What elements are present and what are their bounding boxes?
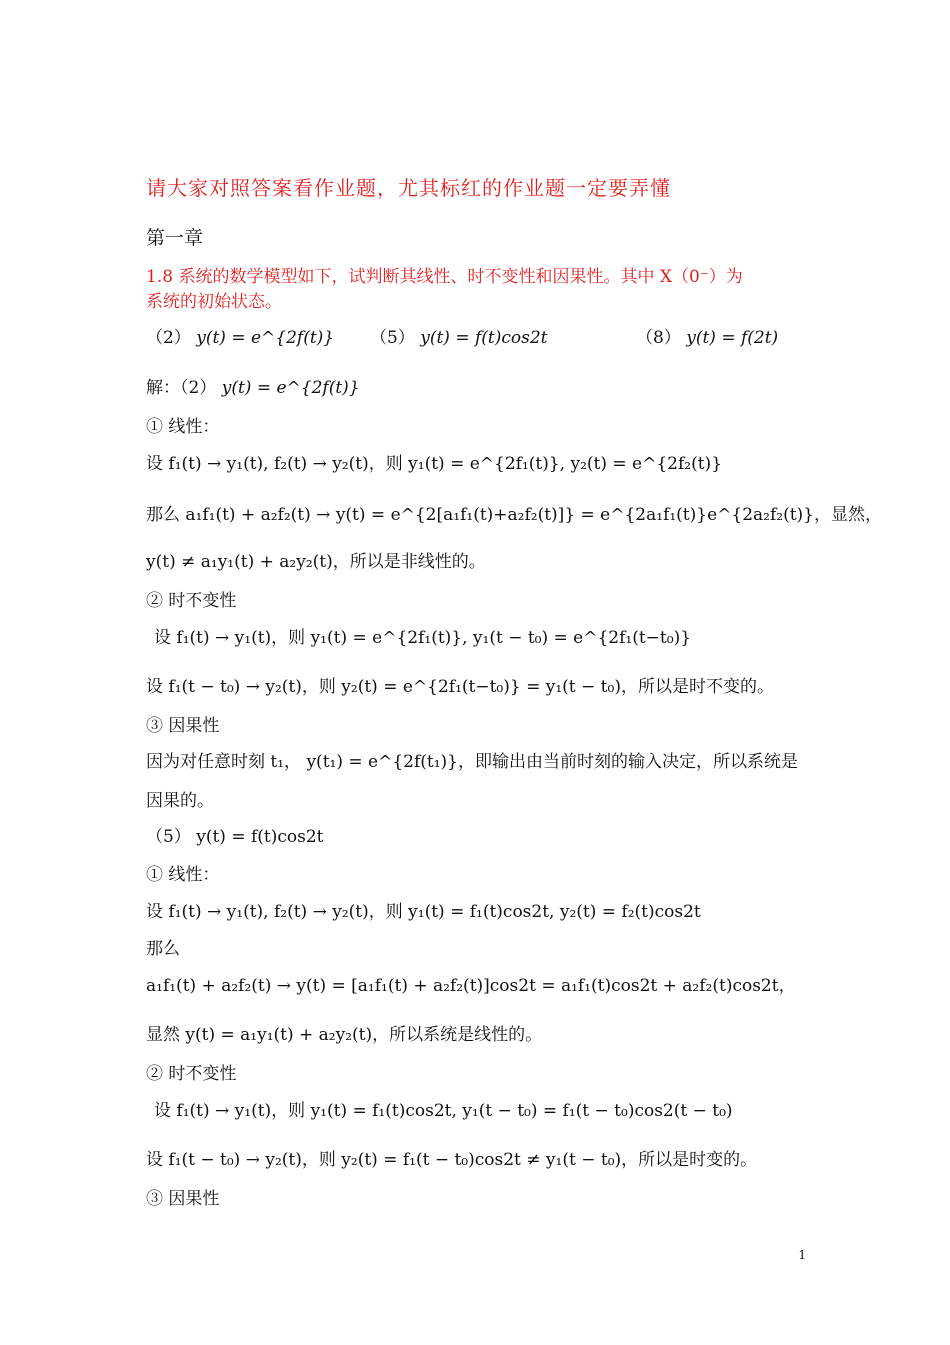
p2-ti-line1: 设 f₁(t) → y₁(t)，则 y₁(t) = e^{2f₁(t)}, y₁(t − t₀) = e^{2f₁(t−t₀)} [154,628,692,648]
p2-causal-line2: 因果的。 [146,791,214,811]
p5-linear-line1: 设 f₁(t) → y₁(t), f₂(t) → y₂(t)，则 y₁(t) = f₁(t)cos2t, y₂(t) = f₂(t)cos2t [146,902,701,922]
problem-item-label: （8） [636,328,681,348]
solution-head-expr: y(t) = e^{2f(t)} [221,378,360,398]
p5-ti-line2: 设 f₁(t − t₀) → y₂(t)，则 y₂(t) = f₁(t − t₀)cos2t ≠ y₁(t − t₀)，所以是时变的。 [146,1150,758,1170]
p5-linear-line2: 那么 [146,939,180,959]
problem-item-5 [370,326,548,350]
p2-ti-line2: 设 f₁(t − t₀) → y₂(t)，则 y₂(t) = e^{2f₁(t−t₀)} = y₁(t − t₀)，所以是时不变的。 [146,677,774,697]
notice-heading: 请大家对照答案看作业题，尤其标红的作业题一定要弄懂 [146,176,671,200]
problem-item-2 [146,326,334,350]
p2-linear-line1: 设 f₁(t) → y₁(t), f₂(t) → y₂(t)，则 y₁(t) = e^{2f₁(t)}, y₂(t) = e^{2f₂(t)} [146,454,723,474]
chapter-title: 第一章 [146,227,204,249]
p5-ti-title: ② 时不变性 [146,1064,237,1084]
p5-head: （5） y(t) = f(t)cos2t [146,827,324,847]
problem-item-expr: y(t) = e^{2f(t)} [196,328,335,348]
problem-item-label: （5） [370,328,415,348]
problem-item-expr: y(t) = f(2t) [686,328,779,348]
problem-statement-line1: 1.8 系统的数学模型如下，试判断其线性、时不变性和因果性。其中 X（0⁻）为 [146,267,743,287]
p5-linear-title: ① 线性： [146,865,220,885]
problem-item-8 [636,326,778,350]
p2-ti-title: ② 时不变性 [146,591,237,611]
problem-statement-line2: 系统的初始状态。 [146,292,282,312]
p2-causal-line1: 因为对任意时刻 t₁， y(t₁) = e^{2f(t₁)}，即输出由当前时刻的输入决定，所以系统是 [146,752,798,772]
p2-linear-line3: y(t) ≠ a₁y₁(t) + a₂y₂(t)，所以是非线性的。 [146,552,486,572]
problem-item-expr: y(t) = f(t)cos2t [420,328,548,348]
solution-label: 解：（2） [146,378,217,398]
page-number: 1 [798,1248,806,1262]
solution-head [146,376,360,400]
p5-linear-line4: 显然 y(t) = a₁y₁(t) + a₂y₂(t)，所以系统是线性的。 [146,1025,543,1045]
p2-linear-title: ① 线性： [146,417,220,437]
p2-linear-line2: 那么 a₁f₁(t) + a₂f₂(t) → y(t) = e^{2[a₁f₁(t)+a₂f₂(t)]} = e^{2a₁f₁(t)}e^{2a₂f₂(t)}，显然， [146,505,882,525]
p5-linear-line3: a₁f₁(t) + a₂f₂(t) → y(t) = [a₁f₁(t) + a₂f₂(t)]cos2t = a₁f₁(t)cos2t + a₂f₂(t)cos2t， [146,976,796,996]
p2-causal-title: ③ 因果性 [146,716,220,736]
problem-item-label: （2） [146,328,191,348]
p5-ti-line1: 设 f₁(t) → y₁(t)，则 y₁(t) = f₁(t)cos2t, y₁(t − t₀) = f₁(t − t₀)cos2(t − t₀) [154,1101,733,1121]
p5-causal-title: ③ 因果性 [146,1189,220,1209]
